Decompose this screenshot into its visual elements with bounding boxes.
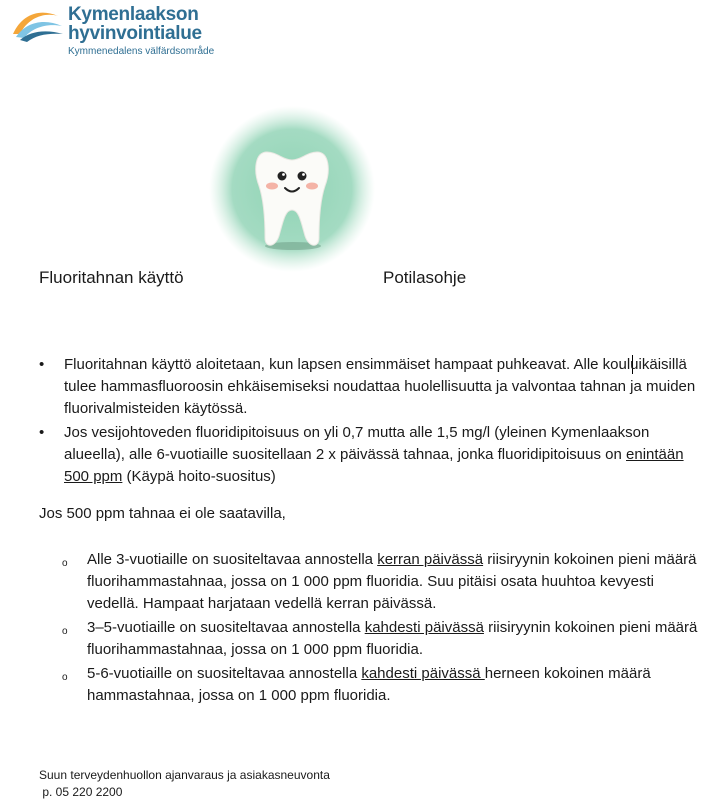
bullet-text-post: (Käypä hoito-suositus) [122,468,276,485]
logo-name-line1: Kymenlaakson [68,4,199,25]
item-text-underlined: kerran päivässä [377,551,484,568]
list-item [62,617,699,661]
circle-bullet-icon: o [62,626,68,637]
item-text-post: riisiryynin kokoinen pieni määrä fluorihammastahnaa, jossa on 1 000 ppm fluoridia. [87,619,698,658]
bullet-text-underlined: enintään 500 ppm [64,446,684,485]
bullet-icon: • [39,424,45,441]
organization-logo [10,2,240,60]
list-item [62,549,699,615]
bullet-list [39,354,699,490]
footer-line1: Suun terveydenhuollon ajanvaraus ja asiakasneuvonta [39,768,330,782]
item-text-pre: Alle 3-vuotiaille on suositeltavaa annostella [87,551,378,568]
circle-bullet-icon: o [62,558,68,569]
list-item [39,422,699,488]
item-text-underlined: kahdesti päivässä [361,665,485,682]
bullet-text: Fluoritahnan käyttö aloitetaan, kun lapsen ensimmäiset hampaat puhkeavat. Alle kouluikäisillä tulee hammasfluoroosin ehkäisemiseksi noudattaa huolellisuutta ja valvontaa tahnan ja muiden fluorivalmisteiden käytössä. [64,356,696,417]
document-type: Potilasohje [383,268,467,287]
bullet-text-pre: Jos vesijohtoveden fluoridipitoisuus on yli 0,7 mutta alle 1,5 mg/l (yleinen Kymenlaakson alueella), alle 6-vuotiaille suositellaan 2 x päivässä tahnaa, jonka fluoridipitoisuus on [64,424,650,463]
item-text-post: riisiryynin kokoinen pieni määrä fluorihammastahnaa, jossa on 1 000 ppm fluoridia. Suu pitäisi osata huuhtoa kevyesti vedellä. Hampaat harjataan vedellä kerran päivässä. [87,551,697,612]
swoosh-logo-icon [10,4,64,44]
item-text-underlined: kahdesti päivässä [364,619,484,636]
list-item [62,663,699,707]
item-text-pre: 3–5-vuotiaille on suositeltavaa annostella [87,619,365,636]
item-text-pre: 5-6-vuotiaille on suositeltavaa annostella [87,665,362,682]
logo-text [68,5,214,57]
logo-subtitle: Kymmenedalens välfärdsområde [68,46,215,57]
document-title: Fluoritahnan käyttö [39,268,184,287]
sub-list [62,549,699,709]
list-item [39,354,699,420]
item-text-post: herneen kokoinen määrä hammastahnaa, jossa on 1 000 ppm fluoridia. [87,665,651,704]
circle-bullet-icon: o [62,672,68,683]
footer-contact [39,767,330,801]
intro-paragraph: Jos 500 ppm tahnaa ei ole saatavilla, [39,505,286,522]
bullet-icon: • [39,356,45,373]
footer-phone: p. 05 220 2200 [39,785,123,799]
smiling-tooth-icon [209,106,375,277]
logo-name-line2: hyvinvointialue [68,23,202,44]
